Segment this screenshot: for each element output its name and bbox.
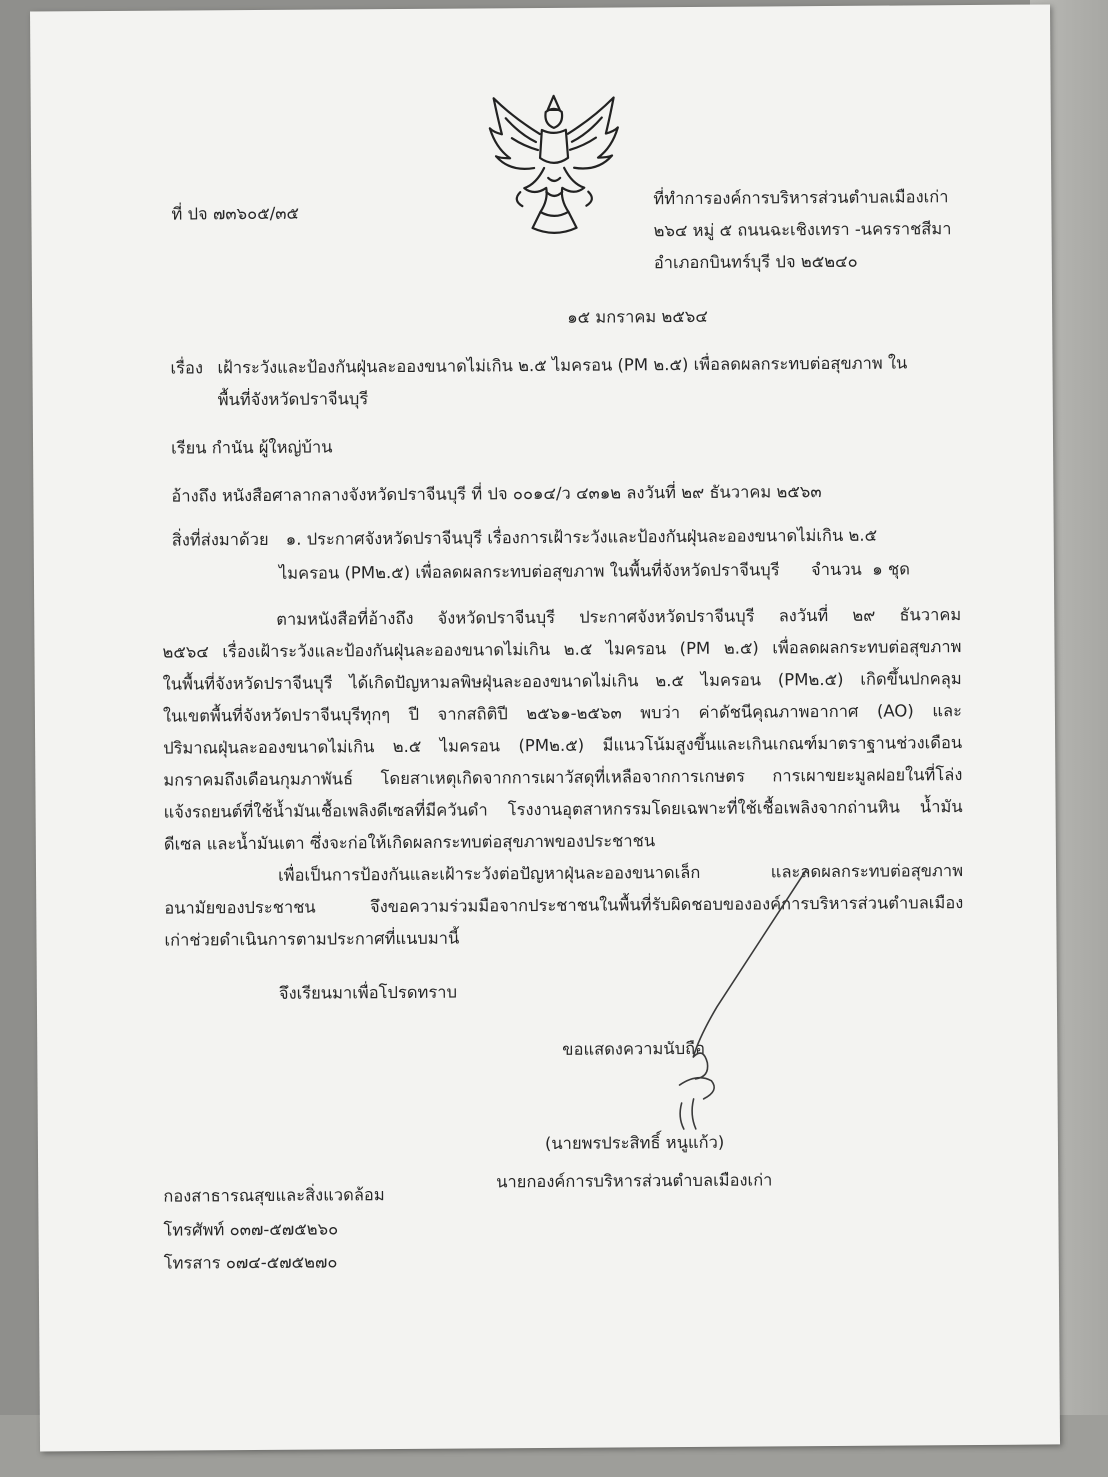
fax-number: โทรสาร ๐๗๔-๕๗๕๒๗๐ — [163, 1252, 338, 1273]
body-paragraph2-line: เก่าช่วยดำเนินการตามประกาศที่แนบมานี้ — [164, 928, 460, 950]
subject-label: เรื่อง — [170, 358, 204, 378]
enclosure-line1: ๑. ประกาศจังหวัดปราจีนบุรี เรื่องการเฝ้าระวังและป้องกันฝุ่นละอองขนาดไม่เกิน ๒.๕ — [285, 525, 878, 549]
office-address-line2: ๒๖๔ หมู่ ๕ ถนนฉะเชิงเทรา -นครราชสีมา — [653, 219, 952, 241]
body-paragraph2-line: อนามัยของประชาชน จึงขอความร่วมมือจากประชาชนในพื้นที่รับผิดชอบขององค์การบริหารส่วนตำบลเมือง — [164, 893, 964, 918]
letter-page — [30, 4, 1060, 1451]
office-address-line1: ที่ทำการองค์การบริหารส่วนตำบลเมืองเก่า — [653, 187, 949, 209]
subject-line2: พื้นที่จังหวัดปราจีนบุรี — [217, 389, 369, 410]
signature-icon — [606, 866, 828, 1148]
regards: ขอแสดงความนับถือ — [562, 1038, 706, 1059]
body-paragraph1-line: มกราคมถึงเดือนกุมภาพันธ์ โดยสาเหตุเกิดจากการเผาวัสดุที่เหลือจากการเกษตร การเผาขยะมูลฝอยในที่โล่ง — [163, 765, 963, 790]
body-paragraph1-line: ๒๕๖๔ เรื่องเฝ้าระวังและป้องกันฝุ่นละอองขนาดไม่เกิน ๒.๕ ไมครอน (PM ๒.๕) เพื่อลดผลกระทบต่อสุขภาพ — [162, 637, 962, 662]
office-address-line3: อำเภอกบินทร์บุรี ปจ ๒๕๒๔๐ — [653, 251, 858, 273]
closing-phrase: จึงเรียนมาเพื่อโปรดทราบ — [278, 982, 458, 1003]
letter-date: ๑๕ มกราคม ๒๕๖๔ — [567, 306, 708, 327]
document-number: ที่ ปจ ๗๓๖๐๕/๓๕ — [171, 203, 300, 224]
garuda-emblem-icon — [484, 87, 625, 238]
body-paragraph2-line: เพื่อเป็นการป้องกันและเฝ้าระวังต่อปัญหาฝุ่นละอองขนาดเล็ก และลดผลกระทบต่อสุขภาพ — [277, 861, 964, 885]
department: กองสาธารณสุขและสิ่งแวดล้อม — [163, 1185, 385, 1206]
subject-line1: เฝ้าระวังและป้องกันฝุ่นละอองขนาดไม่เกิน ๒.๕ ไมครอน (PM ๒.๕) เพื่อลดผลกระทบต่อสุขภาพ ใน — [217, 353, 908, 378]
signer-title: นายกองค์การบริหารส่วนตำบลเมืองเก่า — [496, 1170, 773, 1192]
enclosure-line2: ไมครอน (PM๒.๕) เพื่อลดผลกระทบต่อสุขภาพ ในพื้นที่จังหวัดปราจีนบุรี จำนวน ๑ ชุด — [278, 559, 910, 583]
body-paragraph1-line: แจ้งรถยนต์ที่ใช้น้ำมันเชื้อเพลิงดีเซลที่มีควันดำ โรงงานอุตสาหกรรมโดยเฉพาะที่ใช้เชื้อเพลิงจากถ่านหิน น้ำมัน — [163, 797, 963, 822]
phone-number: โทรศัพท์ ๐๓๗-๕๗๕๒๖๐ — [163, 1219, 339, 1240]
reference: อ้างถึง หนังสือศาลากลางจังหวัดปราจีนบุรี ที่ ปจ ๐๐๑๔/ว ๔๓๑๒ ลงวันที่ ๒๙ ธันวาคม ๒๕๖๓ — [171, 482, 822, 506]
body-paragraph1-line: ดีเซล และน้ำมันเตา ซึ่งจะก่อให้เกิดผลกระทบต่อสุขภาพของประชาชน — [163, 831, 656, 854]
body-paragraph1-line: ในพื้นที่จังหวัดปราจีนบุรี ได้เกิดปัญหามลพิษฝุ่นละอองขนาดไม่เกิน ๒.๕ ไมครอน (PM๒.๕) เกิดขึ้นปกคลุม — [162, 669, 962, 694]
signer-name: (นายพรประสิทธิ์ หนูแก้ว) — [544, 1132, 725, 1153]
body-paragraph1-line: ปริมาณฝุ่นละอองขนาดไม่เกิน ๒.๕ ไมครอน (PM๒.๕) มีแนวโน้มสูงขึ้นและเกินเกณฑ์มาตราฐานช่วงเดือน — [163, 733, 963, 758]
enclosure-label: สิ่งที่ส่งมาด้วย — [171, 529, 269, 550]
recipient: เรียน กำนัน ผู้ใหญ่บ้าน — [170, 437, 333, 458]
body-paragraph1-line: ตามหนังสือที่อ้างถึง จังหวัดปราจีนบุรี ประกาศจังหวัดปราจีนบุรี ลงวันที่ ๒๙ ธันวาคม — [276, 605, 962, 629]
body-paragraph1-line: ในเขตพื้นที่จังหวัดปราจีนบุรีทุกๆ ปี จากสถิติปี ๒๕๖๑-๒๕๖๓ พบว่า ค่าดัชนีคุณภาพอากาศ (AO) และ — [162, 701, 962, 726]
